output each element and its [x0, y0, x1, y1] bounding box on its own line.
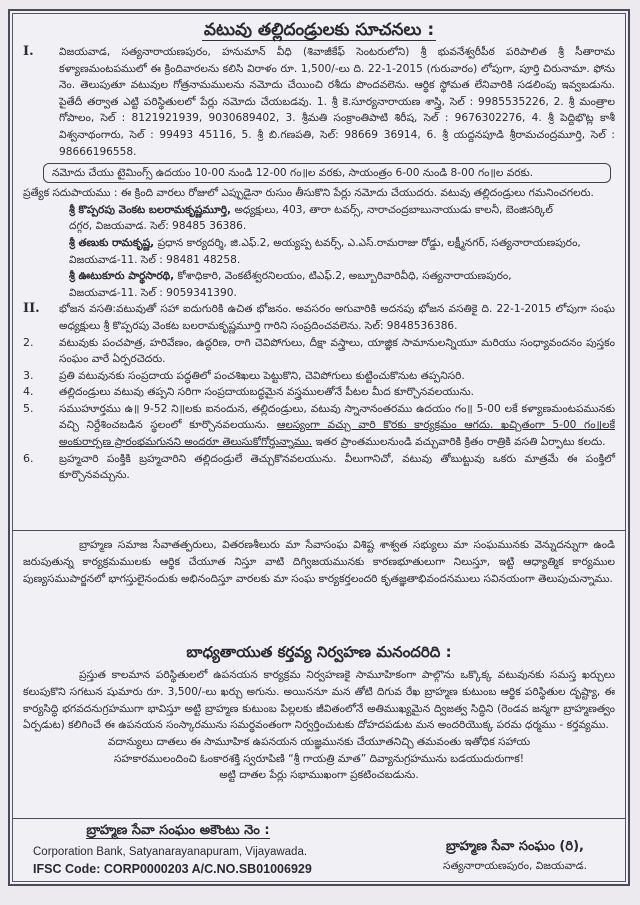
item-number: 3.: [23, 368, 34, 382]
item-text: ప్రతి వటువునకు సంప్రదాయ పద్ధతిలో పంచశిఖలు పెట్టుకొని, చెవిపోగులు కుట్టించుకొనుట తప్పనిసరి.: [59, 369, 465, 382]
section-II-meals: [23, 301, 615, 334]
org-name: బ్రాహ్మణ సేవా సంఘం (రి),: [446, 839, 584, 854]
contact-details: అధ్యక్షులు, 403, తారా టవర్స్, నారాచంద్రబాబునాయుడు కాలనీ, బెంజిసర్కిల్: [231, 203, 553, 216]
item-3-customs: [23, 368, 615, 385]
appeal-line: సహకారములందించి ఓంకారశక్తి స్వరూపిణి “శ్రీ గాయత్రి మాత” దివ్యానుగ్రహమును బడయుదురుగాక!: [113, 752, 525, 765]
contact-address: దగ్గర, విజయవాడ. సెల్: 98485 36386.: [69, 220, 247, 233]
gratitude-paragraph: బ్రాహ్మణ సమాజ సేవాతత్పరులు, వితరణశీలురు మా సేవాసంఘ విశిష్ట శాశ్వత సభ్యులు మా సంఘమునకు వెన్నుదన్నుగా ఉండి జరుపుతున్న కార్యక్రమములకు ఆర్థిక చేయూత నిస్తూ వాటి దిగ్విజయమునకు కారణభూతులుగా నిలుస్తూ, ఇట్టి ఆధ్యాత్మిక కార్యముల పుణ్యసముపార్జనలో భాగస్తులైనందుకు అభినందిస్తూ వారలకు మా సంఘ కార్యకర్తలందరి కృతజ్ఞతాభివందనములు సవినయంగా తెలుపుచున్నాము.: [23, 539, 615, 585]
item-number: 5.: [23, 401, 34, 415]
item-text: తల్లిదండ్రులు వటువు తప్పని సరిగా సంప్రదాయబద్ధమైన వస్త్రములతోనే పీటల మీద కూర్చొనవలయును.: [59, 386, 475, 399]
contact-address: విజయవాడ-11. సెల్ : 9059341390.: [69, 286, 237, 299]
contact-name: శ్రీ కొప్పరపు వెంకట బలరామకృష్ణమూర్తి,: [69, 203, 232, 216]
account-heading: [33, 823, 323, 841]
responsibility-section: [13, 635, 625, 818]
contact-details: కోశాధికారి, వెంకటేశ్వరనిలయం, టిఎఫ్.2, అబ్బూరివారివీధి, సత్యనారాయణపురం,: [174, 270, 512, 283]
section-I: [23, 44, 615, 160]
item-number: 4.: [23, 385, 34, 399]
item-text-a: సముహూర్తము ఉ॥ 9-52 ని॥లకు ఐనందున, తల్లిదండ్రులు, వటువు స్నానానంతరము ఉదయం గం॥ 5-00 లకే కళ్యాణమంటపమునకు వచ్చి నిర్దేశించబడిన స్థలంలో కూర్చొనవలయును.: [59, 402, 615, 432]
bank-name: Corporation Bank, Satyanarayanapuram, Vijayawada.: [33, 846, 308, 858]
contact-treasurer: [23, 268, 615, 301]
page-title: [23, 14, 615, 44]
document-inner-border: [12, 13, 626, 882]
special-note: ప్రత్యేక సదుపాయము : ఈ క్రింది వారలు రోజులో ఎప్పుడైనా రుసుం తీసుకొని పేర్లు నమోదు చేయుదరు. వటువు తల్లిదండ్రులు గమనించగలరు.: [23, 187, 594, 200]
gratitude-section: [13, 530, 625, 635]
item-number: 6.: [23, 451, 34, 465]
contact-details: ప్రధాన కార్యదర్శి, జి.ఎఫ్.2, అయ్యప్ప టవర్స్, ఎ.ఎస్.రామరాజు రోడ్డు, లక్ష్మీనగర్, సత్యనారాయణపురం,: [154, 236, 581, 249]
org-location: సత్యనారాయణపురం, విజయవాడ.: [443, 860, 587, 872]
item-text-underlined: ఆలస్యంగా వచ్చు వారి కొరకు కార్యక్రమం ఆగదు. ఖచ్చితంగా 5-00 గం॥లకే అంకురార్పణ ప్రారంభమగునని అందరూ తెలుసుకోగోర్తున్నాము.: [59, 419, 615, 449]
appeal-line: అట్టి దాతల పేర్లు సభాముఖంగా ప్రకటించబడును.: [219, 769, 419, 782]
responsibility-paragraph: ప్రస్తుత కాలమాన పరిస్థితులలో ఉపనయన కార్యక్రమ నిర్వహణకై సామూహికంగా పాల్గొను ఒక్కొక్క వటువునకు సమస్త ఖర్చులు కలుపుకొని సగటున షుమారు రూ. 3,500/-లు ఖర్చు అగును. అయిననూ మన తోటి దిగువ రేఖ బ్రాహ్మణ కుటుంబ ఆర్థిక పరిస్థితుల దృష్ట్యా, ఈ కార్యసిద్ధి భగవదనుగ్రహముగా భావిస్తూ అట్టి బ్రాహ్మణ కుటుంబ పిల్లలకు జీవితంలోనే అతిముఖ్యమైన ద్విజత్వ సిద్ధిని (రెండవ జన్మగా బ్రాహ్మణత్వం ఏర్పడుట) కలిగించే ఈ ఉపనయన సంస్కారమును సమర్థవంతంగా నిర్వర్తించుటకు దోహదపడుట మన అందరియొక్క పరమ ధర్మము - కర్తవ్యము.: [23, 669, 615, 732]
instructions-section: [13, 14, 625, 530]
item-text: వటువుకు పంచపాత్ర, హరివేణం, ఉద్ధరిణ, రాగి చెవిపోగులు, దీక్షా వస్త్రాలు, యాజ్ఞిక సామానులన్నియూ మరియు సంధ్యావందనం పుస్తకం సంఘం వారే ఏర్పరచెదరు.: [59, 336, 615, 366]
contact-name: శ్రీ ఊటుకూరు పార్థసారథి,: [69, 270, 175, 283]
contact-president: [23, 202, 615, 235]
item-text: భోజన వసతి:వటువుతో సహా ఐదుగురికి ఉచిత భోజనం. అవసరం అగువారికి అదనపు భోజన వసతికై ది. 22-1-2015 లోపుగా సంఘ అధ్యక్షులు శ్రీ కొప్పరపు వెంకట బలరామకృష్ణమూర్తి గారిని సంప్రదించవలెను. సెల్: 9848536386.: [59, 303, 615, 332]
footer-section: [13, 818, 625, 885]
contact-name: శ్రీ తణుకు రామకృష్ణ,: [69, 236, 155, 249]
timing-box: నమోదు చేయు టైమింగ్స్ ఉదయం 10-00 నుండి 12-00 గం॥ల వరకు, సాయంత్రం 6-00 నుండి 8-00 గం॥ల వరకు.: [43, 163, 611, 183]
organization-signature: [415, 837, 615, 875]
appeal-line: వదాన్యులు దాతలు ఈ సామూహిక ఉపనయన యజ్ఞమునకు చేయూతనిచ్చి తమవంతు ఇతోధిక సహాయ: [107, 736, 531, 749]
contact-secretary: [23, 235, 615, 268]
item-4-attire: [23, 384, 615, 401]
ifsc-account: IFSC Code: CORP0000203 A/C.NO.SB01006929: [33, 862, 312, 876]
document-border: [8, 9, 630, 886]
item-text: [59, 401, 615, 451]
contact-address: విజయవాడ-11. సెల్ : 98481 48258.: [69, 253, 241, 266]
item-2-materials: [23, 335, 615, 368]
item-text: బ్రహ్మచారి పంక్తికి బ్రహ్మచారిని తల్లిదండ్రులే తెచ్చుకొనవలయును. వీలుగానిచో, వటువు తోబుట్టువు ఒకరు మాత్రమే ఈ పంక్తిలో కూర్చొనవచ్చును.: [59, 452, 615, 482]
responsibility-heading: బాధ్యతాయుత కర్తవ్య నిర్వహణ మనందరిది :: [186, 643, 452, 661]
item-number: 2.: [23, 335, 34, 349]
section-number: II.: [23, 301, 40, 317]
item-text-b: ఇతర ప్రాంతములనుండి వచ్చువారికి క్రితం రాత్రికి వసతి ఏర్పాటు కలదు.: [312, 436, 606, 449]
item-6-brahmachari: [23, 451, 615, 484]
bank-details: [33, 823, 373, 878]
registration-text: విజయవాడ, సత్యనారాయణపురం, హనుమాన్ వీధి (శివాజీకేఫ్ సెంటరులోని) శ్రీ భువనేశ్వరీపీఠ పరిపాలిత శ్రీ సీతారామ కళ్యాణమంటపములో ఈ క్రిందివారలను కలిసి విరాళం రూ. 1,500/-లు ది. 22-1-2015 (గురువారం) లోపుగా, పూర్తి చిరునామా. ఫోను నెం. తెలుపుతూ వటువుల గోత్రనామములను నమోదు చేయించి రశీదు పొందవలెను. ఆర్థిక స్థోమత లేనివారికి సడలింపు ఇవ్వబడును. పైతేదీ తర్వాత ఎట్టి పరిస్థితులలో పేర్లు నమోదు చేయబడవు. 1. శ్రీ కె.సూర్యనారాయణ శాస్త్రి, సెల్ : 9985535226, 2. శ్రీ మంత్రాల గోపాలం, సెల్ : 8121921939, 9030689402, 3. శ్రీమతి సంక్రాంతిపాటి శిరీష, సెల్ : 9676302276, 4. శ్రీ పెద్దిభొట్ల కాశీ విశ్వనాథంగారు, సెల్ : 99493 45116, 5. శ్రీ బి.గణపతి, సెల్: 98669 36914, 6. శ్రీ యద్దనపూడి శ్రీరామచంద్రమూర్తి, సెల్ : 98666196558.: [59, 46, 615, 158]
title-text: వటువు తల్లిదండ్రులకు సూచనలు :: [203, 20, 435, 40]
section-number: I.: [23, 44, 34, 59]
account-heading-text: బ్రాహ్మణ సేవా సంఘం అకౌంటు నెం :: [86, 823, 270, 838]
item-5-muhurtham: [23, 401, 615, 451]
